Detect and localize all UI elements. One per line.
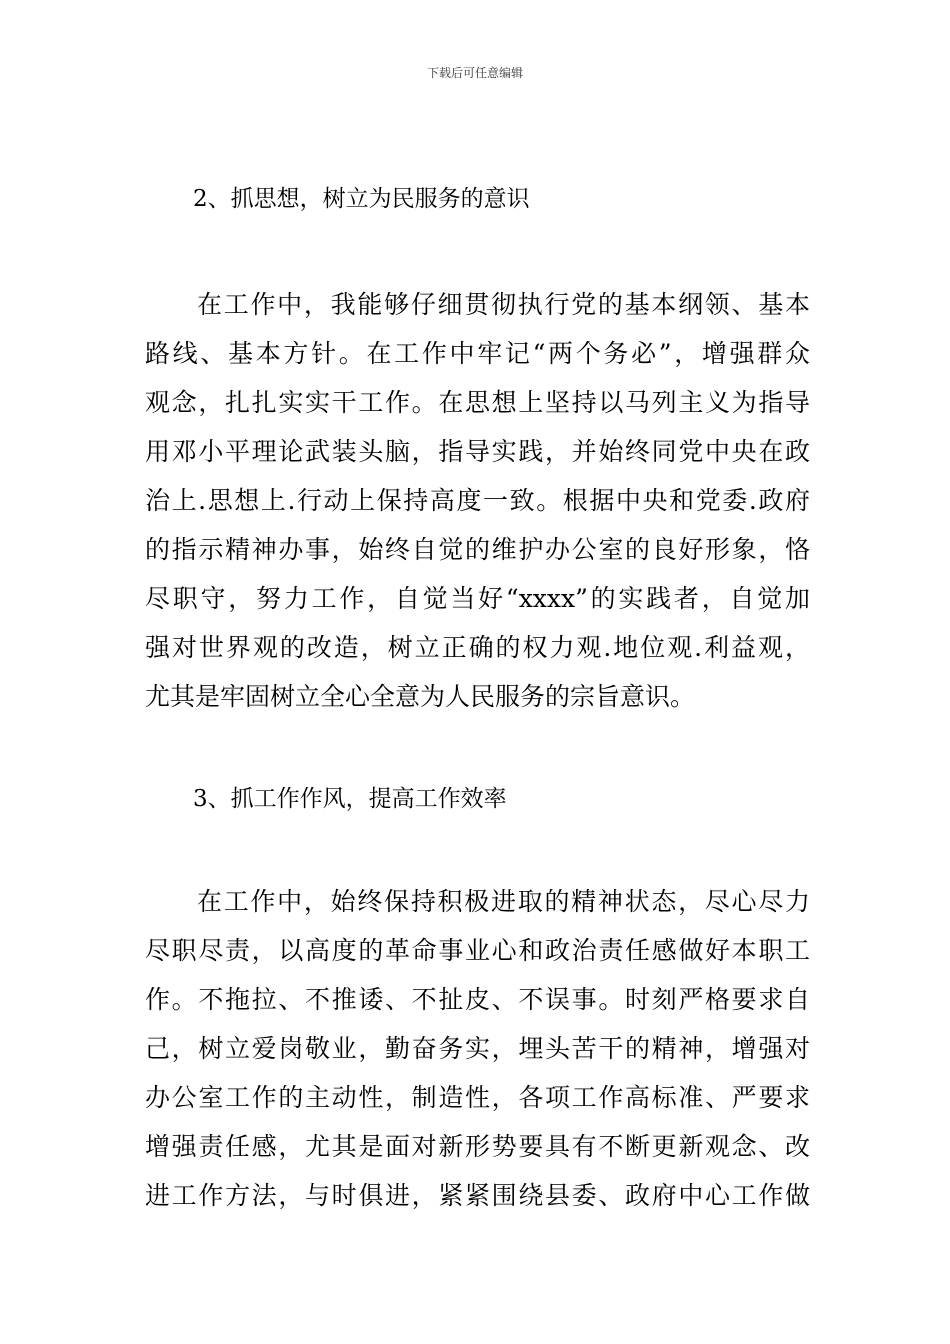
paragraph-line: 用邓小平理论武装头脑，指导实践，并始终同党中央在政 (145, 437, 810, 466)
header-note: 下载后可任意编辑 (426, 66, 523, 80)
paragraph-line: 作。不拖拉、不推诿、不扯皮、不误事。时刻严格要求自 (145, 985, 810, 1014)
paragraph-line: 进工作方法，与时俱进，紧紧围绕县委、政府中心工作做 (145, 1181, 810, 1210)
paragraph-line: 在工作中，我能够仔细贯彻执行党的基本纲领、基本 (197, 290, 810, 319)
paragraph-line: 的指示精神办事，始终自觉的维护办公室的良好形象，恪 (145, 535, 810, 564)
section-heading-work-style: 3、抓工作作风，提高工作效率 (193, 786, 507, 812)
paragraph-line: 路线、基本方针。在工作中牢记“两个务必”，增强群众 (145, 339, 810, 368)
paragraph-line: 办公室工作的主动性，制造性，各项工作高标准、严要求 (145, 1083, 810, 1112)
paragraph-line: 观念，扎扎实实干工作。在思想上坚持以马列主义为指导 (145, 388, 810, 417)
paragraph-line: 己，树立爱岗敬业，勤奋务实，埋头苦干的精神，增强对 (145, 1034, 810, 1063)
paragraph-line: 治上.思想上.行动上保持高度一致。根据中央和党委.政府 (145, 486, 810, 515)
paragraph-line: 尽职守，努力工作，自觉当好“xxxx”的实践者，自觉加 (145, 584, 810, 613)
paragraph-line: 强对世界观的改造，树立正确的权力观.地位观.利益观， (145, 633, 810, 662)
paragraph-line: 尽职尽责，以高度的革命事业心和政治责任感做好本职工 (145, 936, 810, 965)
paragraph-line: 在工作中，始终保持积极进取的精神状态，尽心尽力 (197, 887, 810, 916)
paragraph-line: 增强责任感，尤其是面对新形势要具有不断更新观念、改 (145, 1132, 810, 1161)
paragraph-work-style (145, 877, 810, 1220)
section-heading-thought: 2、抓思想，树立为民服务的意识 (193, 186, 530, 212)
paragraph-thought (145, 280, 810, 721)
paragraph-line: 尤其是牢固树立全心全意为人民服务的宗旨意识。 (145, 682, 696, 711)
